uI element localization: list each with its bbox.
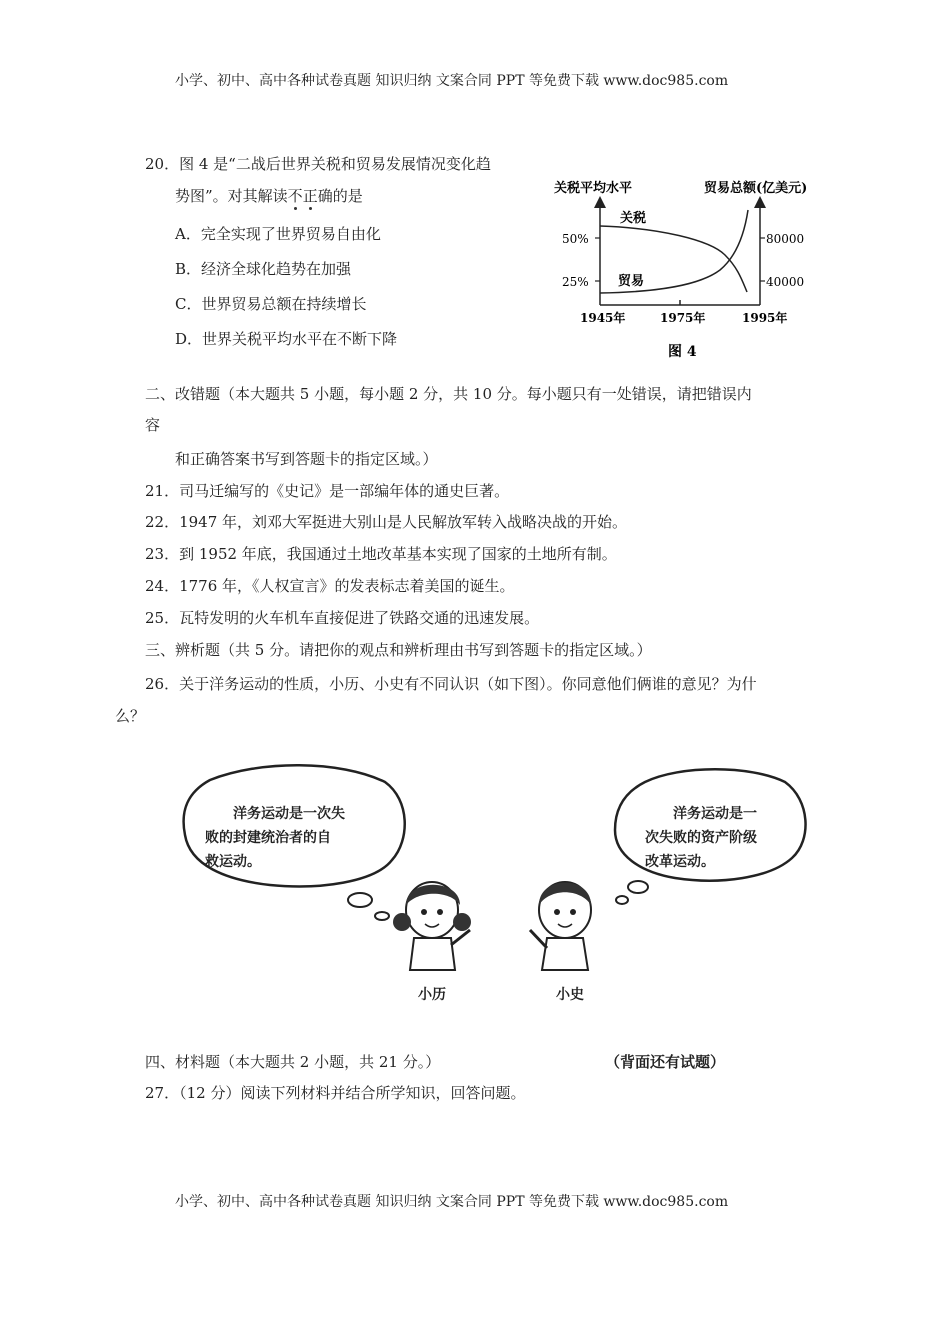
chart-title: 图 4 — [668, 344, 697, 360]
q20-option-b: B．经济全球化趋势在加强 — [175, 260, 352, 278]
page-header: 小学、初中、高中各种试卷真题 知识归纳 文案合同 PPT 等免费下载 www.doc985.com — [175, 73, 729, 89]
left-character-name: 小历 — [418, 987, 446, 1003]
bubble-dot — [616, 896, 628, 904]
cartoon-illustration — [170, 760, 820, 980]
right-bubble-line: 改革运动。 — [645, 854, 715, 870]
section3-title: 三、辨析题（共 5 分。请把你的观点和辨析理由书写到答题卡的指定区域。） — [145, 641, 652, 659]
q21: 21．司马迁编写的《史记》是一部编年体的通史巨著。 — [145, 482, 510, 500]
section2-title-line2: 容 — [145, 416, 161, 434]
q25: 25．瓦特发明的火车机车直接促进了铁路交通的迅速发展。 — [145, 609, 540, 627]
trade-series-label: 贸易 — [618, 274, 645, 289]
y-right-tick-label: 40000 — [766, 275, 805, 289]
y-left-label: 关税平均水平 — [554, 181, 633, 196]
back-page-note: （背面还有试题） — [605, 1053, 726, 1071]
y-right-tick-label: 80000 — [766, 232, 805, 246]
left-bubble-line: 败的封建统治者的自 — [205, 830, 331, 846]
x-tick-label: 1975年 — [660, 311, 706, 325]
y-left-tick-label: 25% — [562, 275, 589, 289]
boy-figure — [530, 882, 591, 970]
left-bubble-line: 洋务运动是一次失 — [233, 806, 345, 822]
q20-line2: 势图”。对其解读不正确的是 — [175, 187, 363, 205]
y-right-label: 贸易总额(亿美元) — [704, 181, 808, 196]
y-left-tick-label: 50% — [562, 232, 589, 246]
right-bubble-line: 洋务运动是一 — [673, 806, 757, 822]
page-footer: 小学、初中、高中各种试卷真题 知识归纳 文案合同 PPT 等免费下载 www.doc985.com — [175, 1194, 729, 1210]
q23: 23．到 1952 年底，我国通过土地改革基本实现了国家的土地所有制。 — [145, 545, 617, 563]
q24: 24．1776 年，《人权宣言》的发表标志着美国的诞生。 — [145, 577, 515, 595]
q22: 22．1947 年，刘邓大军挺进大别山是人民解放军转入战略决战的开始。 — [145, 513, 628, 531]
q20-option-a: A．完全实现了世界贸易自由化 — [175, 225, 381, 243]
section4-title: 四、材料题（本大题共 2 小题，共 21 分。） — [145, 1053, 441, 1071]
bubble-dot — [628, 881, 648, 893]
q20-option-c: C．世界贸易总额在持续增长 — [175, 295, 367, 313]
tariff-trade-chart — [540, 170, 840, 370]
right-bubble-line: 次失败的资产阶级 — [645, 830, 757, 846]
q20-line1: 20．图 4 是“二战后世界关税和贸易发展情况变化趋 — [145, 155, 491, 173]
q27: 27．（12 分）阅读下列材料并结合所学知识，回答问题。 — [145, 1084, 526, 1102]
section2-title-line3: 和正确答案书写到答题卡的指定区域。） — [175, 450, 438, 468]
q20-option-d: D．世界关税平均水平在不断下降 — [175, 330, 398, 348]
section2-title-line1: 二、改错题（本大题共 5 小题，每小题 2 分，共 10 分。每小题只有一处错误，请把错误内 — [145, 385, 752, 403]
bubble-dot — [375, 912, 389, 920]
left-bubble-line: 救运动。 — [205, 854, 261, 870]
x-tick-label: 1945年 — [580, 311, 626, 325]
x-tick-label: 1995年 — [742, 311, 788, 325]
bubble-dot — [348, 893, 372, 907]
tariff-series-label: 关税 — [620, 211, 647, 226]
girl-figure — [393, 882, 471, 970]
q26-line2: 么？ — [115, 707, 146, 725]
q26-line1: 26．关于洋务运动的性质，小历、小史有不同认识（如下图）。你同意他们俩谁的意见？为什 — [145, 675, 757, 693]
emphasis-dot: 不 — [287, 187, 303, 205]
right-character-name: 小史 — [556, 987, 584, 1003]
emphasis-dot: 正 — [302, 187, 318, 205]
